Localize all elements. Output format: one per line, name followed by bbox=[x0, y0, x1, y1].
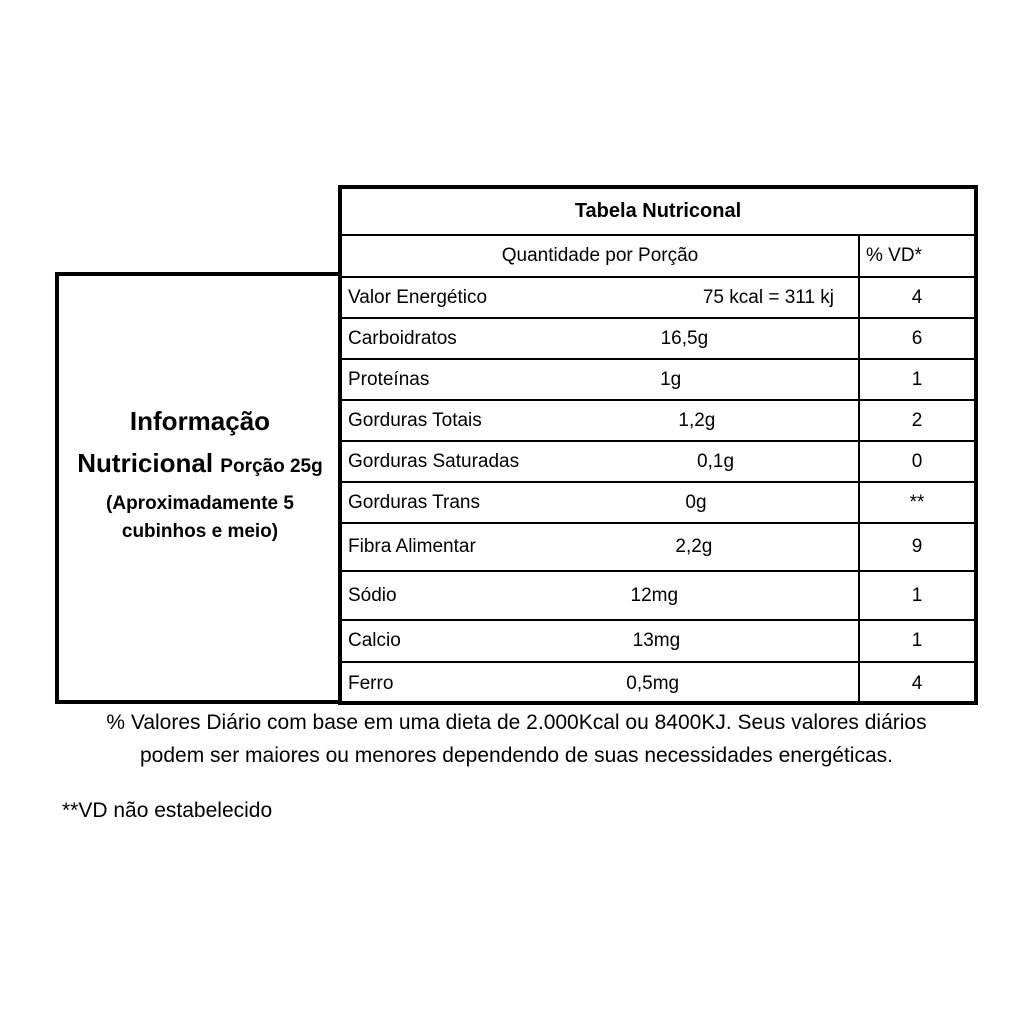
nutrient-name: Gorduras Trans bbox=[348, 491, 480, 513]
table-row bbox=[342, 662, 974, 704]
nutrient-name: Sódio bbox=[348, 584, 397, 606]
table-header-row bbox=[342, 235, 974, 277]
nutrient-name: Carboidratos bbox=[348, 327, 457, 349]
table-row bbox=[342, 620, 974, 662]
nutrient-name: Calcio bbox=[348, 630, 401, 651]
nutrient-name: Gorduras Saturadas bbox=[348, 450, 520, 472]
serving-approx: (Aproximadamente 5 cubinhos e meio) bbox=[106, 493, 294, 542]
nutrient-name: Fibra Alimentar bbox=[348, 536, 476, 557]
nutrient-vd: 1 bbox=[859, 359, 974, 400]
nutrient-cell bbox=[342, 482, 859, 523]
nutrient-amount: 1g bbox=[660, 368, 682, 390]
nutrient-amount: 13mg bbox=[632, 630, 681, 651]
nutrient-vd: 1 bbox=[859, 571, 974, 620]
nutrition-table bbox=[338, 185, 978, 705]
nutrient-vd: 6 bbox=[859, 318, 974, 359]
nutrient-name: Proteínas bbox=[348, 368, 430, 390]
nutrient-name: Valor Energético bbox=[348, 286, 488, 308]
nutrient-vd: 0 bbox=[859, 441, 974, 482]
table-row bbox=[342, 318, 974, 359]
serving-size: Porção 25g bbox=[220, 456, 323, 477]
nutrient-cell bbox=[342, 662, 859, 704]
daily-values-note-line1: % Valores Diário com base em uma dieta de 2.000Kcal ou 8400KJ. Seus valores diários bbox=[106, 711, 927, 734]
table-row bbox=[342, 441, 974, 482]
nutrient-vd: ** bbox=[859, 482, 974, 523]
nutrient-vd: 2 bbox=[859, 400, 974, 441]
nutrient-cell bbox=[342, 318, 859, 359]
nutrient-amount: 16,5g bbox=[660, 327, 709, 349]
table-row bbox=[342, 482, 974, 523]
table-row bbox=[342, 571, 974, 620]
table-row bbox=[342, 523, 974, 571]
nutrient-amount: 2,2g bbox=[675, 536, 713, 557]
nutrient-vd: 4 bbox=[859, 662, 974, 704]
nutrient-cell bbox=[342, 277, 859, 318]
nutrient-name: Gorduras Totais bbox=[348, 409, 482, 431]
nutrient-cell bbox=[342, 441, 859, 482]
nutrient-amount: 0,1g bbox=[697, 450, 735, 472]
nutrient-cell bbox=[342, 571, 859, 620]
table-row bbox=[342, 400, 974, 441]
daily-values-note bbox=[55, 706, 978, 772]
nutrient-cell bbox=[342, 400, 859, 441]
nutrient-cell bbox=[342, 359, 859, 400]
info-title-line2-wrap bbox=[77, 442, 322, 488]
nutrient-amount: 0g bbox=[685, 491, 707, 513]
nutrient-name: Ferro bbox=[348, 672, 394, 694]
nutrient-cell bbox=[342, 620, 859, 662]
table-row bbox=[342, 277, 974, 318]
daily-values-note-line2: podem ser maiores ou menores dependendo de suas necessidades energéticas. bbox=[140, 744, 893, 767]
nutrient-amount: 12mg bbox=[630, 584, 679, 606]
nutrient-cell bbox=[342, 523, 859, 571]
table-row bbox=[342, 359, 974, 400]
qty-header: Quantidade por Porção bbox=[342, 235, 859, 277]
info-panel-content bbox=[77, 400, 322, 546]
table-title-row bbox=[342, 189, 974, 235]
nutrient-vd: 4 bbox=[859, 277, 974, 318]
info-title-line1: Informação bbox=[129, 406, 271, 436]
vd-header: % VD* bbox=[859, 235, 974, 277]
nutrient-amount: 0,5mg bbox=[626, 672, 680, 694]
nutrient-amount: 1,2g bbox=[678, 409, 716, 431]
nutrient-vd: 9 bbox=[859, 523, 974, 571]
nutrient-amount: 75 kcal = 311 kj bbox=[702, 286, 834, 308]
nutrient-vd: 1 bbox=[859, 620, 974, 662]
table-title: Tabela Nutriconal bbox=[342, 189, 974, 235]
info-title-line2: Nutricional bbox=[77, 448, 214, 478]
nutrition-table-grid bbox=[342, 189, 974, 704]
vd-not-established-note: **VD não estabelecido bbox=[62, 799, 273, 822]
info-panel bbox=[55, 272, 341, 704]
